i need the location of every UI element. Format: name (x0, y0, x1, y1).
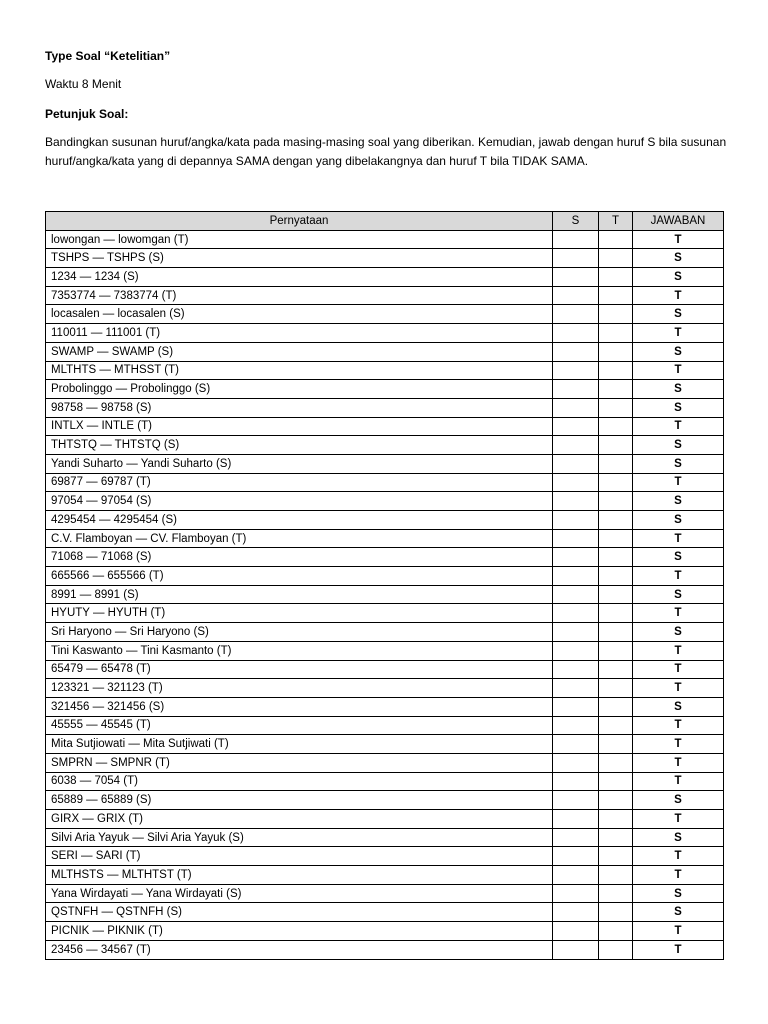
s-checkbox-cell[interactable] (553, 417, 599, 436)
statement-cell: MLTHTS — MTHSST (T) (46, 361, 553, 380)
answer-cell: S (633, 548, 724, 567)
t-checkbox-cell[interactable] (599, 772, 633, 791)
answer-cell: S (633, 305, 724, 324)
s-checkbox-cell[interactable] (553, 324, 599, 343)
statement-cell: 123321 — 321123 (T) (46, 679, 553, 698)
t-checkbox-cell[interactable] (599, 641, 633, 660)
table-row (46, 922, 724, 941)
s-checkbox-cell[interactable] (553, 716, 599, 735)
table-row (46, 697, 724, 716)
answer-cell: S (633, 828, 724, 847)
answer-cell: S (633, 492, 724, 511)
answer-cell: T (633, 810, 724, 829)
statement-cell: Probolinggo — Probolinggo (S) (46, 380, 553, 399)
s-checkbox-cell[interactable] (553, 585, 599, 604)
table-body (46, 230, 724, 959)
t-checkbox-cell[interactable] (599, 436, 633, 455)
statement-cell: 4295454 — 4295454 (S) (46, 511, 553, 530)
header-statement: Pernyataan (46, 212, 553, 231)
s-checkbox-cell[interactable] (553, 492, 599, 511)
statement-cell: 71068 — 71068 (S) (46, 548, 553, 567)
s-checkbox-cell[interactable] (553, 473, 599, 492)
statement-cell: lowongan — lowomgan (T) (46, 230, 553, 249)
answer-cell: T (633, 772, 724, 791)
header-answer: JAWABAN (633, 212, 724, 231)
answer-cell: S (633, 380, 724, 399)
s-checkbox-cell[interactable] (553, 753, 599, 772)
t-checkbox-cell[interactable] (599, 380, 633, 399)
answer-cell: T (633, 641, 724, 660)
table-row (46, 249, 724, 268)
table-row (46, 604, 724, 623)
s-checkbox-cell[interactable] (553, 641, 599, 660)
table-row (46, 286, 724, 305)
t-checkbox-cell[interactable] (599, 567, 633, 586)
table-row (46, 940, 724, 959)
statement-cell: SERI — SARI (T) (46, 847, 553, 866)
question-table (45, 211, 724, 960)
s-checkbox-cell[interactable] (553, 940, 599, 959)
s-checkbox-cell[interactable] (553, 454, 599, 473)
t-checkbox-cell[interactable] (599, 286, 633, 305)
s-checkbox-cell[interactable] (553, 567, 599, 586)
answer-cell: T (633, 679, 724, 698)
s-checkbox-cell[interactable] (553, 791, 599, 810)
question-type-label: Type Soal “Ketelitian” (45, 49, 171, 63)
answer-cell: S (633, 249, 724, 268)
statement-cell: TSHPS — TSHPS (S) (46, 249, 553, 268)
statement-cell: Sri Haryono — Sri Haryono (S) (46, 623, 553, 642)
answer-cell: T (633, 473, 724, 492)
statement-cell: C.V. Flamboyan — CV. Flamboyan (T) (46, 529, 553, 548)
s-checkbox-cell[interactable] (553, 342, 599, 361)
time-limit-label: Waktu 8 Menit (45, 77, 122, 91)
t-checkbox-cell[interactable] (599, 753, 633, 772)
t-checkbox-cell[interactable] (599, 529, 633, 548)
answer-cell: S (633, 585, 724, 604)
table-row (46, 641, 724, 660)
statement-cell: SWAMP — SWAMP (S) (46, 342, 553, 361)
answer-cell: T (633, 753, 724, 772)
table-header-row (46, 212, 724, 231)
statement-cell: 6038 — 7054 (T) (46, 772, 553, 791)
answer-cell: S (633, 623, 724, 642)
s-checkbox-cell[interactable] (553, 922, 599, 941)
t-checkbox-cell[interactable] (599, 548, 633, 567)
statement-cell: 98758 — 98758 (S) (46, 398, 553, 417)
table-row (46, 492, 724, 511)
table-row (46, 436, 724, 455)
table-row (46, 511, 724, 530)
statement-cell: Yana Wirdayati — Yana Wirdayati (S) (46, 884, 553, 903)
s-checkbox-cell[interactable] (553, 847, 599, 866)
table-row (46, 380, 724, 399)
table-row (46, 473, 724, 492)
s-checkbox-cell[interactable] (553, 884, 599, 903)
s-checkbox-cell[interactable] (553, 828, 599, 847)
table-row (46, 735, 724, 754)
t-checkbox-cell[interactable] (599, 361, 633, 380)
s-checkbox-cell[interactable] (553, 604, 599, 623)
s-checkbox-cell[interactable] (553, 305, 599, 324)
answer-cell: S (633, 697, 724, 716)
t-checkbox-cell[interactable] (599, 511, 633, 530)
s-checkbox-cell[interactable] (553, 772, 599, 791)
answer-cell: T (633, 361, 724, 380)
table-row (46, 828, 724, 847)
answer-cell: S (633, 398, 724, 417)
table-row (46, 585, 724, 604)
t-checkbox-cell[interactable] (599, 922, 633, 941)
statement-cell: QSTNFH — QSTNFH (S) (46, 903, 553, 922)
statement-cell: Silvi Aria Yayuk — Silvi Aria Yayuk (S) (46, 828, 553, 847)
statement-cell: 45555 — 45545 (T) (46, 716, 553, 735)
t-checkbox-cell[interactable] (599, 735, 633, 754)
s-checkbox-cell[interactable] (553, 679, 599, 698)
statement-cell: locasalen — locasalen (S) (46, 305, 553, 324)
answer-cell: T (633, 847, 724, 866)
t-checkbox-cell[interactable] (599, 940, 633, 959)
t-checkbox-cell[interactable] (599, 810, 633, 829)
answer-cell: T (633, 417, 724, 436)
answer-cell: S (633, 511, 724, 530)
t-checkbox-cell[interactable] (599, 249, 633, 268)
answer-cell: T (633, 940, 724, 959)
table-row (46, 847, 724, 866)
answer-cell: T (633, 660, 724, 679)
t-checkbox-cell[interactable] (599, 305, 633, 324)
statement-cell: 65889 — 65889 (S) (46, 791, 553, 810)
s-checkbox-cell[interactable] (553, 380, 599, 399)
table-row (46, 417, 724, 436)
t-checkbox-cell[interactable] (599, 230, 633, 249)
table-row (46, 454, 724, 473)
t-checkbox-cell[interactable] (599, 828, 633, 847)
s-checkbox-cell[interactable] (553, 529, 599, 548)
table-row (46, 361, 724, 380)
s-checkbox-cell[interactable] (553, 398, 599, 417)
t-checkbox-cell[interactable] (599, 398, 633, 417)
header-s: S (553, 212, 599, 231)
s-checkbox-cell[interactable] (553, 268, 599, 287)
table-row (46, 529, 724, 548)
s-checkbox-cell[interactable] (553, 903, 599, 922)
table-row (46, 398, 724, 417)
statement-cell: PICNIK — PIKNIK (T) (46, 922, 553, 941)
t-checkbox-cell[interactable] (599, 903, 633, 922)
table-row (46, 567, 724, 586)
statement-cell: 110011 — 111001 (T) (46, 324, 553, 343)
answer-cell: S (633, 342, 724, 361)
statement-cell: THTSTQ — THTSTQ (S) (46, 436, 553, 455)
table-row (46, 324, 724, 343)
statement-cell: GIRX — GRIX (T) (46, 810, 553, 829)
statement-cell: SMPRN — SMPNR (T) (46, 753, 553, 772)
table-row (46, 716, 724, 735)
t-checkbox-cell[interactable] (599, 660, 633, 679)
answer-cell: S (633, 791, 724, 810)
header-t: T (599, 212, 633, 231)
s-checkbox-cell[interactable] (553, 623, 599, 642)
answer-cell: S (633, 903, 724, 922)
table-row (46, 548, 724, 567)
answer-cell: T (633, 735, 724, 754)
s-checkbox-cell[interactable] (553, 810, 599, 829)
answer-cell: S (633, 436, 724, 455)
s-checkbox-cell[interactable] (553, 735, 599, 754)
table-row (46, 623, 724, 642)
statement-cell: 8991 — 8991 (S) (46, 585, 553, 604)
s-checkbox-cell[interactable] (553, 286, 599, 305)
t-checkbox-cell[interactable] (599, 454, 633, 473)
answer-cell: T (633, 324, 724, 343)
t-checkbox-cell[interactable] (599, 884, 633, 903)
t-checkbox-cell[interactable] (599, 473, 633, 492)
answer-cell: T (633, 286, 724, 305)
t-checkbox-cell[interactable] (599, 623, 633, 642)
table-row (46, 230, 724, 249)
statement-cell: Mita Sutjiowati — Mita Sutjiwati (T) (46, 735, 553, 754)
statement-cell: Yandi Suharto — Yandi Suharto (S) (46, 454, 553, 473)
statement-cell: 97054 — 97054 (S) (46, 492, 553, 511)
t-checkbox-cell[interactable] (599, 492, 633, 511)
s-checkbox-cell[interactable] (553, 697, 599, 716)
t-checkbox-cell[interactable] (599, 604, 633, 623)
statement-cell: 65479 — 65478 (T) (46, 660, 553, 679)
table-row (46, 810, 724, 829)
statement-cell: 665566 — 655566 (T) (46, 567, 553, 586)
statement-cell: 1234 — 1234 (S) (46, 268, 553, 287)
answer-cell: S (633, 268, 724, 287)
table-row (46, 679, 724, 698)
statement-cell: INTLX — INTLE (T) (46, 417, 553, 436)
answer-cell: T (633, 866, 724, 885)
answer-cell: T (633, 922, 724, 941)
answer-cell: S (633, 454, 724, 473)
table-row (46, 884, 724, 903)
s-checkbox-cell[interactable] (553, 660, 599, 679)
t-checkbox-cell[interactable] (599, 791, 633, 810)
instructions-title: Petunjuk Soal: (45, 107, 129, 121)
t-checkbox-cell[interactable] (599, 268, 633, 287)
table-row (46, 772, 724, 791)
statement-cell: 321456 — 321456 (S) (46, 697, 553, 716)
instructions-text: Bandingkan susunan huruf/angka/kata pada masing-masing soal yang diberikan. Kemudian, jawab dengan huruf S bila susunan huruf/angka/kata yang di depannya SAMA dengan yang dibelakangnya dan huruf T bila TIDAK SAMA. (45, 135, 727, 168)
s-checkbox-cell[interactable] (553, 866, 599, 885)
t-checkbox-cell[interactable] (599, 697, 633, 716)
t-checkbox-cell[interactable] (599, 342, 633, 361)
table-row (46, 268, 724, 287)
table-row (46, 660, 724, 679)
t-checkbox-cell[interactable] (599, 866, 633, 885)
t-checkbox-cell[interactable] (599, 679, 633, 698)
statement-cell: 23456 — 34567 (T) (46, 940, 553, 959)
answer-cell: T (633, 529, 724, 548)
table-row (46, 903, 724, 922)
s-checkbox-cell[interactable] (553, 249, 599, 268)
table-row (46, 342, 724, 361)
table-row (46, 791, 724, 810)
s-checkbox-cell[interactable] (553, 361, 599, 380)
t-checkbox-cell[interactable] (599, 324, 633, 343)
answer-cell: T (633, 230, 724, 249)
statement-cell: 7353774 — 7383774 (T) (46, 286, 553, 305)
s-checkbox-cell[interactable] (553, 548, 599, 567)
s-checkbox-cell[interactable] (553, 436, 599, 455)
table-row (46, 305, 724, 324)
table-row (46, 753, 724, 772)
t-checkbox-cell[interactable] (599, 847, 633, 866)
answer-cell: T (633, 604, 724, 623)
statement-cell: MLTHSTS — MLTHTST (T) (46, 866, 553, 885)
s-checkbox-cell[interactable] (553, 230, 599, 249)
statement-cell: HYUTY — HYUTH (T) (46, 604, 553, 623)
t-checkbox-cell[interactable] (599, 585, 633, 604)
s-checkbox-cell[interactable] (553, 511, 599, 530)
t-checkbox-cell[interactable] (599, 417, 633, 436)
table-row (46, 866, 724, 885)
t-checkbox-cell[interactable] (599, 716, 633, 735)
statement-cell: Tini Kaswanto — Tini Kasmanto (T) (46, 641, 553, 660)
statement-cell: 69877 — 69787 (T) (46, 473, 553, 492)
answer-cell: T (633, 716, 724, 735)
answer-cell: S (633, 884, 724, 903)
answer-cell: T (633, 567, 724, 586)
